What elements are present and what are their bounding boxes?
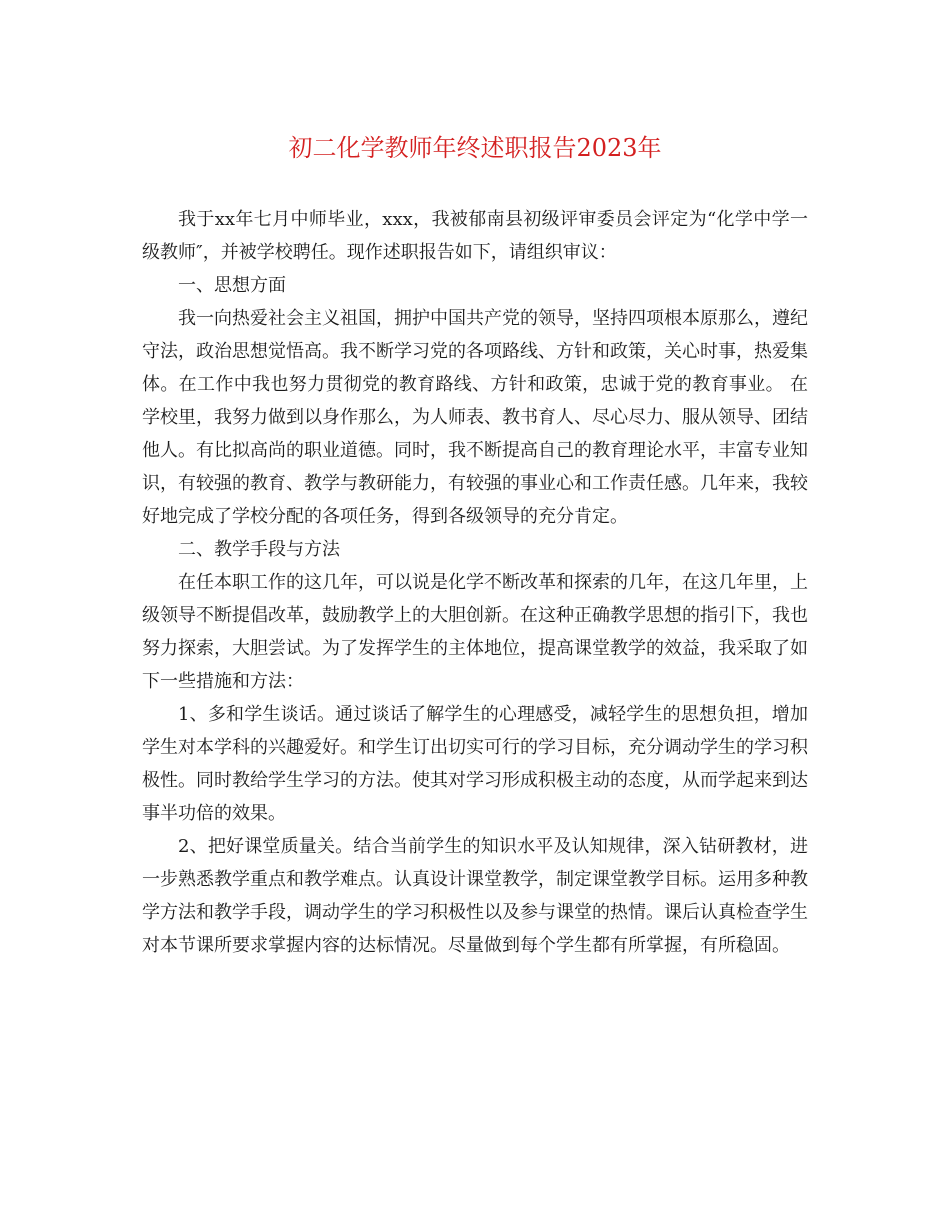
paragraph-intro: 我于xx年七月中师毕业，xxx，我被郁南县初级评审委员会评定为“化学中学一级教师″，并被学校聘任。现作述职报告如下，请组织审议： (142, 209, 808, 263)
section-heading-ideology: 一、思想方面 (178, 275, 286, 296)
paragraph-measure-2: 2、把好课堂质量关。结合当前学生的知识水平及认知规律，深入钻研教材，进一步熟悉教学重点和教学难点。认真设计课堂教学，制定课堂教学目标。运用多种教学方法和教学手段，调动学生的学习积极性以及参与课堂的热情。课后认真检查学生对本节课所要求掌握内容的达标情况。尽量做到每个学生都有所掌握，有所稳固。 (142, 836, 808, 956)
paragraph-measure-1: 1、多和学生谈话。通过谈话了解学生的心理感受，减轻学生的思想负担，增加学生对本学科的兴趣爱好。和学生订出切实可行的学习目标，充分调动学生的学习积极性。同时教给学生学习的方法。使其对学习形成积极主动的态度，从而学起来到达事半功倍的效果。 (142, 704, 808, 824)
paragraph-teaching-methods: 在任本职工作的这几年，可以说是化学不断改革和探索的几年，在这几年里，上级领导不断提倡改革，鼓励教学上的大胆创新。在这种正确教学思想的指引下，我也努力探索，大胆尝试。为了发挥学生的主体地位，提高课堂教学的效益，我采取了如下一些措施和方法： (142, 572, 808, 692)
section-heading-teaching-methods: 二、教学手段与方法 (178, 539, 340, 560)
document-title: 初二化学教师年终述职报告2023年 (288, 134, 662, 162)
document-body (142, 203, 808, 962)
paragraph-ideology: 我一向热爱社会主义祖国，拥护中国共产党的领导，坚持四项根本原那么，遵纪守法，政治思想觉悟高。我不断学习党的各项路线、方针和政策，关心时事，热爱集体。在工作中我也努力贯彻党的教育路线、方针和政策，忠诚于党的教育事业。 在学校里，我努力做到以身作那么，为人师表、教书育人、尽心尽力、服从领导、团结他人。有比拟高尚的职业道德。同时，我不断提高自己的教育理论水平，丰富专业知识，有较强的教育、教学与教研能力，有较强的事业心和工作责任感。几年来，我较好地完成了学校分配的各项任务，得到各级领导的充分肯定。 (142, 308, 808, 527)
